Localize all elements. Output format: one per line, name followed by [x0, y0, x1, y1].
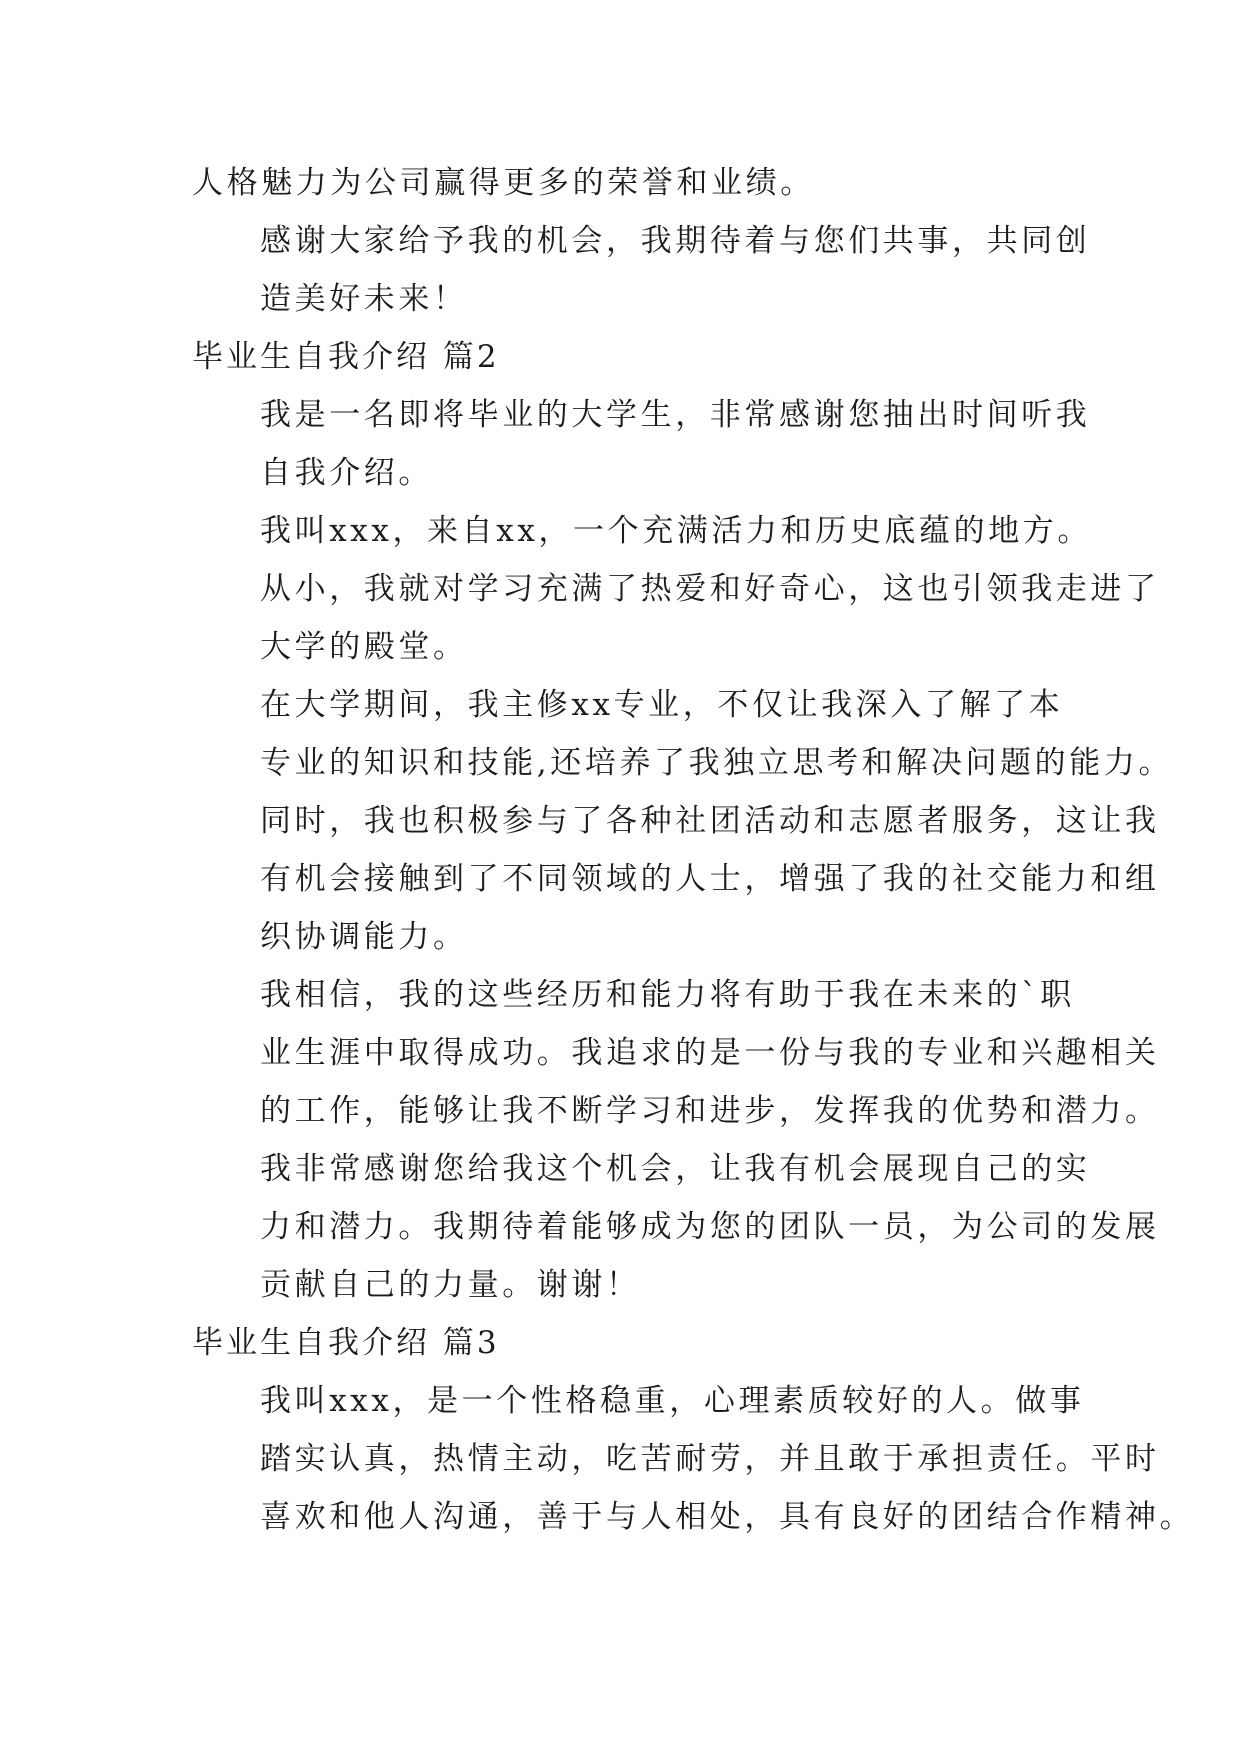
document-body	[192, 154, 1195, 1546]
text-line: 有机会接触到了不同领域的人士，增强了我的社交能力和组	[260, 861, 1160, 897]
text-line: 织协调能力。	[260, 919, 468, 955]
text-line: 从小，我就对学习充满了热爱和好奇心，这也引领我走进了	[260, 571, 1160, 607]
paragraph	[192, 1140, 1160, 1314]
paragraph	[192, 1372, 1195, 1546]
text-line: 自我介绍。	[260, 455, 433, 491]
section-heading	[192, 1314, 1052, 1372]
paragraph	[192, 676, 1174, 966]
text-line: 造美好未来！	[260, 281, 468, 317]
text-line: 我叫xxx，来自xx，一个充满活力和历史底蕴的地方。	[260, 513, 1093, 549]
text-line: 喜欢和他人沟通，善于与人相处，具有良好的团结合作精神。	[260, 1499, 1195, 1535]
paragraph	[192, 386, 1091, 502]
text-line: 贡献自己的力量。谢谢！	[260, 1267, 641, 1303]
text-line: 的工作，能够让我不断学习和进步，发挥我的优势和潜力。	[260, 1093, 1160, 1129]
text-line: 专业的知识和技能,还培养了我独立思考和解决问题的能力。	[260, 745, 1174, 781]
text-line: 在大学期间，我主修xx专业，不仅让我深入了解了本	[260, 687, 1064, 723]
text-line: 力和潜力。我期待着能够成为您的团队一员，为公司的发展	[260, 1209, 1160, 1245]
text-line: 同时，我也积极参与了各种社团活动和志愿者服务，这让我	[260, 803, 1160, 839]
text-line: 毕业生自我介绍 篇2	[192, 339, 500, 375]
paragraph	[192, 212, 1091, 328]
paragraph	[192, 502, 1160, 676]
text-line: 我是一名即将毕业的大学生，非常感谢您抽出时间听我	[260, 397, 1091, 433]
text-line: 我非常感谢您给我这个机会，让我有机会展现自己的实	[260, 1151, 1091, 1187]
text-line: 踏实认真，热情主动，吃苦耐劳，并且敢于承担责任。平时	[260, 1441, 1160, 1477]
paragraph	[192, 966, 1160, 1140]
text-line: 毕业生自我介绍 篇3	[192, 1325, 500, 1361]
paragraph	[192, 154, 1052, 212]
text-line: 大学的殿堂。	[260, 629, 468, 665]
text-line: 业生涯中取得成功。我追求的是一份与我的专业和兴趣相关	[260, 1035, 1160, 1071]
text-line: 人格魅力为公司赢得更多的荣誉和业绩。	[192, 165, 815, 201]
section-heading	[192, 328, 1052, 386]
text-line: 我相信，我的这些经历和能力将有助于我在未来的`职	[260, 977, 1075, 1013]
text-line: 我叫xxx，是一个性格稳重，心理素质较好的人。做事	[260, 1383, 1085, 1419]
text-line: 感谢大家给予我的机会，我期待着与您们共事，共同创	[260, 223, 1091, 259]
